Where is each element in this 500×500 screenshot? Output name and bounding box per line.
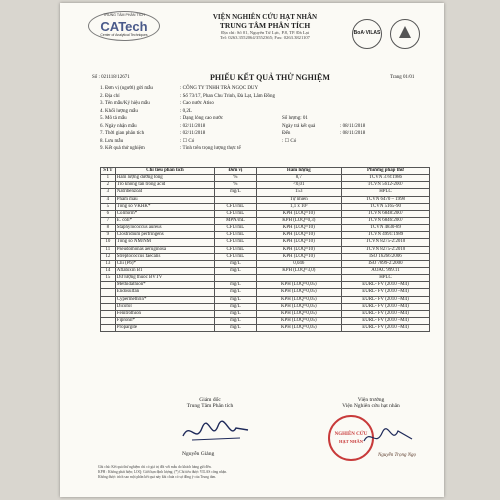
info-label: 1. Đơn vị (người) gửi mẫu bbox=[100, 86, 153, 91]
accreditation-logo bbox=[352, 19, 382, 49]
cell-parameter: Streptococcus faecalis bbox=[115, 253, 214, 260]
table-header-row bbox=[101, 168, 430, 175]
cell-parameter: Aflatoxin B1 bbox=[115, 267, 214, 274]
info-value: : Dạng lỏng cao nước bbox=[180, 116, 224, 121]
info-row bbox=[100, 93, 430, 101]
table-row bbox=[101, 267, 430, 274]
table-row bbox=[101, 260, 430, 267]
left-signature-icon bbox=[178, 416, 258, 446]
cell-method: TCVN 6470 – 1998 bbox=[341, 196, 429, 203]
cell-method: TCVN 4991:1989 bbox=[341, 232, 429, 239]
cell-unit: mg/L bbox=[215, 282, 256, 289]
cell-method: EURL- FV (2010 –M4) bbox=[341, 317, 429, 324]
info-row bbox=[100, 115, 430, 123]
col-header-method: Phương pháp thử bbox=[341, 168, 429, 175]
cell-parameter: Propargite bbox=[115, 325, 214, 332]
cell-method: AOAC 999.11 bbox=[341, 267, 429, 274]
cell-method: TCVN 6846:2007 bbox=[341, 217, 429, 224]
cell-unit: CFU/mL bbox=[215, 210, 256, 217]
right-signer-organization: Viện Nghiên cứu hạt nhân bbox=[342, 403, 400, 409]
footnote-line: Ghi chú: Kết quả thử nghiệm chỉ có giá trị đối với mẫu do khách hàng gửi đến. bbox=[98, 465, 212, 469]
cell-stt: 6 bbox=[101, 210, 116, 217]
cell-unit bbox=[215, 275, 256, 282]
cell-stt: 9 bbox=[101, 232, 116, 239]
cell-parameter: Endosulfan bbox=[115, 289, 214, 296]
letterhead bbox=[170, 13, 360, 40]
cell-parameter: Tổng số NM/NM bbox=[115, 239, 214, 246]
cell-method: EURL- FV (2010 –M4) bbox=[341, 325, 429, 332]
cell-stt bbox=[101, 282, 116, 289]
cell-unit: % bbox=[215, 175, 256, 182]
cell-method: TCVN 378:1986 bbox=[341, 175, 429, 182]
cell-result: 153 bbox=[256, 189, 341, 196]
cell-parameter: Dư lượng thuốc BVTV bbox=[115, 275, 214, 282]
stamp-text: HẠT NHÂN bbox=[338, 439, 364, 444]
col-header-stt: STT bbox=[101, 168, 116, 175]
cell-unit: MPN/mL bbox=[215, 217, 256, 224]
table-row bbox=[101, 225, 430, 232]
cell-stt: 12 bbox=[101, 253, 116, 260]
table-row bbox=[101, 289, 430, 296]
cell-result: KPH (LOQ=10) bbox=[256, 210, 341, 217]
cell-parameter: Chì (Pb)* bbox=[115, 260, 214, 267]
cell-stt: 3 bbox=[101, 189, 116, 196]
cell-parameter: Clostridium perfringens bbox=[115, 232, 214, 239]
cell-result: KPH (LOQ=0,05) bbox=[256, 303, 341, 310]
cell-method: TCVN 8275-2:2010 bbox=[341, 246, 429, 253]
cell-result: 8,7 bbox=[256, 175, 341, 182]
right-signature-icon bbox=[360, 423, 420, 451]
sample-info bbox=[100, 85, 430, 153]
cell-parameter: Methidathion* bbox=[115, 282, 214, 289]
cell-stt: 10 bbox=[101, 239, 116, 246]
cell-result: KPH (LOQ=0,05) bbox=[256, 317, 341, 324]
cell-method: TCVN 6848:2007 bbox=[341, 210, 429, 217]
info-value: : 02/11/2018 bbox=[180, 131, 206, 136]
table-row bbox=[101, 232, 430, 239]
right-signer-title: Viện trưởng bbox=[357, 397, 385, 403]
table-row bbox=[101, 203, 430, 210]
cell-parameter: Natribenzoat bbox=[115, 189, 214, 196]
info-row bbox=[100, 138, 430, 146]
info-row bbox=[100, 130, 430, 138]
cell-unit: CFU/mL bbox=[215, 246, 256, 253]
cell-parameter: Hàm lượng đường tổng bbox=[115, 175, 214, 182]
table-row bbox=[101, 175, 430, 182]
cell-result: KPH (LOQ=10) bbox=[256, 253, 341, 260]
cell-result bbox=[256, 275, 341, 282]
cell-result: 1,1 x 10² bbox=[256, 203, 341, 210]
info-label: 3. Tên mẫu/Ký hiệu mẫu bbox=[100, 101, 150, 106]
info-value: : Số 73/17, Phan Chu Trinh, Đà Lạt, Lâm Đồng bbox=[180, 93, 276, 99]
table-row bbox=[101, 310, 430, 317]
info-label: 9. Kết quả thử nghiệm bbox=[100, 146, 145, 151]
stamp-text: NGHIÊN CỨU bbox=[334, 432, 368, 437]
info-row bbox=[100, 145, 430, 153]
col-header-unit: Đơn vị bbox=[215, 168, 256, 175]
cell-method: EURL- FV (2010 –M4) bbox=[341, 289, 429, 296]
cell-result: KPH (LOQ=10) bbox=[256, 225, 341, 232]
cell-parameter: E. coli* bbox=[115, 217, 214, 224]
info-row bbox=[100, 123, 430, 131]
cell-stt: 4 bbox=[101, 196, 116, 203]
cell-method: ISO 7899-2:2000 bbox=[341, 260, 429, 267]
cell-unit bbox=[215, 196, 256, 203]
table-row bbox=[101, 210, 430, 217]
cell-unit: mg/L bbox=[215, 260, 256, 267]
cell-unit: mg/L bbox=[215, 289, 256, 296]
cell-stt bbox=[101, 310, 116, 317]
left-signer-name: Nguyễn Giảng bbox=[182, 451, 215, 457]
cell-unit: mg/L bbox=[215, 189, 256, 196]
cell-unit: CFU/mL bbox=[215, 232, 256, 239]
info-value: : Tính trên trọng lượng thực tế bbox=[180, 146, 241, 151]
accreditation-logo-text: BoA·VILAS bbox=[353, 30, 381, 36]
cell-unit: mg/L bbox=[215, 303, 256, 310]
info-label: 7. Thời gian phân tích bbox=[100, 131, 145, 136]
cell-stt: 5 bbox=[101, 203, 116, 210]
certification-logo bbox=[390, 19, 420, 49]
cell-method: EURL- FV (2010 –M4) bbox=[341, 310, 429, 317]
cell-parameter: Cypermethrin* bbox=[115, 296, 214, 303]
center-address: Địa chỉ: Số 01, Nguyên Tử Lực, P.8, TP. Đà Lạt bbox=[221, 30, 309, 35]
cell-method: TCVN 8275-2:2010 bbox=[341, 239, 429, 246]
cell-unit: mg/L bbox=[215, 325, 256, 332]
cell-method: TCVN 4830-89 bbox=[341, 225, 429, 232]
table-row bbox=[101, 246, 430, 253]
cell-method: HPLC bbox=[341, 275, 429, 282]
cell-method: EURL- FV (2010 –M4) bbox=[341, 296, 429, 303]
cell-unit: CFU/mL bbox=[215, 253, 256, 260]
col-header-result: Hàm lượng bbox=[256, 168, 341, 175]
info-label: 2. Địa chỉ bbox=[100, 93, 120, 99]
cell-unit: mg/L bbox=[215, 317, 256, 324]
cell-parameter: Fipronil* bbox=[115, 317, 214, 324]
cell-stt: 13 bbox=[101, 260, 116, 267]
cell-result: KPH (LOQ=10) bbox=[256, 232, 341, 239]
cell-result: Tự nhiên bbox=[256, 196, 341, 203]
table-row bbox=[101, 182, 430, 189]
table-row bbox=[101, 217, 430, 224]
cell-unit: mg/L bbox=[215, 310, 256, 317]
cell-stt bbox=[101, 296, 116, 303]
logo-main-text: CATech bbox=[100, 19, 148, 34]
footnotes bbox=[98, 465, 418, 480]
cell-result: KPH (LOQ=3,0) bbox=[256, 267, 341, 274]
cell-stt: 2 bbox=[101, 182, 116, 189]
table-row bbox=[101, 239, 430, 246]
document-number: Số : 021118/12671 bbox=[92, 75, 130, 80]
cell-parameter: Staphylococcus aureus bbox=[115, 225, 214, 232]
info-row bbox=[100, 108, 430, 116]
left-signature-block bbox=[170, 397, 250, 409]
cell-unit: mg/L bbox=[215, 296, 256, 303]
right-signature-block bbox=[326, 397, 416, 409]
info-value: : 0,2L bbox=[180, 108, 192, 114]
cell-parameter: Pseudomonas aeruginosa bbox=[115, 246, 214, 253]
table-row bbox=[101, 325, 430, 332]
cell-parameter: Phẩm màu bbox=[115, 196, 214, 203]
cell-stt bbox=[101, 289, 116, 296]
info-label: 4. Khối lượng mẫu bbox=[100, 108, 138, 114]
right-signer-name: Nguyễn Trọng Ngọ bbox=[378, 453, 417, 458]
results-table-wrapper bbox=[100, 167, 430, 332]
cell-method: HPLC bbox=[341, 189, 429, 196]
cell-parameter: Tổng số VKHK* bbox=[115, 203, 214, 210]
cell-result: KPH (LOQ=0,05) bbox=[256, 296, 341, 303]
info-label: 5. Mô tả mẫu bbox=[100, 116, 127, 121]
info-value: : Cao nước Atiso bbox=[180, 101, 214, 106]
cell-result: KPH (LOQ=0,05) bbox=[256, 325, 341, 332]
table-row bbox=[101, 303, 430, 310]
cell-result: <0,01 bbox=[256, 182, 341, 189]
cell-method: EURL- FV (2010 –M4) bbox=[341, 303, 429, 310]
cell-method: EURL- FV (2010 –M4) bbox=[341, 282, 429, 289]
cell-parameter: Tro không tan trong acid bbox=[115, 182, 214, 189]
left-signer-department: Trung Tâm Phân tích bbox=[186, 403, 234, 409]
cell-parameter: Dicofol bbox=[115, 303, 214, 310]
cell-stt: 1 bbox=[101, 175, 116, 182]
results-table bbox=[100, 167, 430, 332]
info-row bbox=[100, 100, 430, 108]
cell-result: KPH (LOQ=0,05) bbox=[256, 282, 341, 289]
cell-unit: CFU/mL bbox=[215, 203, 256, 210]
info-label-secondary: Số lượng: 01 bbox=[282, 116, 308, 121]
footnote-line: KPH : Không phát hiện; LOQ: Giới hạn định lượng; (*) Chỉ tiêu được VILAS công nhận. bbox=[98, 470, 228, 474]
info-value: : 02/11/2018 bbox=[180, 123, 206, 129]
cell-parameter: Coliform* bbox=[115, 210, 214, 217]
table-row bbox=[101, 296, 430, 303]
info-value: : CÔNG TY TNHH TRÀ NGỌC DUY bbox=[180, 86, 259, 91]
left-signer-title: Giám đốc bbox=[199, 397, 221, 403]
cell-stt: 14 bbox=[101, 267, 116, 274]
info-value-secondary: : 08/11/2018 bbox=[340, 123, 366, 129]
cell-unit: CFU/mL bbox=[215, 225, 256, 232]
table-row bbox=[101, 282, 430, 289]
cell-stt: 11 bbox=[101, 246, 116, 253]
page-number: Trang 01/01 bbox=[390, 75, 415, 80]
table-row bbox=[101, 253, 430, 260]
cell-result: KPH (LOQ=0,05) bbox=[256, 289, 341, 296]
cell-result: KPH (LOQ=0,05) bbox=[256, 310, 341, 317]
cell-method: TCVN 5612-2007 bbox=[341, 182, 429, 189]
info-row bbox=[100, 85, 430, 93]
logo-top-text: TRUNG TÂM PHÂN TÍCH bbox=[103, 13, 145, 17]
cell-unit: mg/L bbox=[215, 267, 256, 274]
info-label-secondary: : ☐ Có bbox=[282, 138, 297, 144]
triangle-icon bbox=[399, 26, 411, 38]
results-table-body bbox=[101, 175, 430, 332]
cell-stt: 15 bbox=[101, 275, 116, 282]
cell-unit: % bbox=[215, 182, 256, 189]
cell-stt bbox=[101, 317, 116, 324]
institute-name: VIỆN NGHIÊN CỨU HẠT NHÂN bbox=[212, 13, 318, 21]
cell-result: 0,046 bbox=[256, 260, 341, 267]
cell-stt bbox=[101, 325, 116, 332]
center-name: TRUNG TÂM PHÂN TÍCH bbox=[219, 21, 311, 30]
cell-unit: CFU/mL bbox=[215, 239, 256, 246]
table-row bbox=[101, 189, 430, 196]
info-label: 6. Ngày nhận mẫu bbox=[100, 123, 137, 129]
info-label: 8. Lưu mẫu bbox=[100, 138, 124, 144]
col-header-parameter: Chỉ tiêu phân tích bbox=[115, 168, 214, 175]
cell-result: KPH (LOQ=10) bbox=[256, 246, 341, 253]
report-title: PHIẾU KẾT QUẢ THỬ NGHIỆM bbox=[210, 73, 330, 82]
footnote-line: Không được trích sao một phần kết quả này khi chưa có sự đồng ý của Trung tâm. bbox=[98, 475, 217, 479]
info-value-secondary: : 08/11/2018 bbox=[340, 131, 366, 136]
cell-stt bbox=[101, 303, 116, 310]
cell-method: TCVN 5165-90 bbox=[341, 203, 429, 210]
table-row bbox=[101, 317, 430, 324]
catech-logo bbox=[88, 11, 160, 41]
logo-bottom-text: Center of Analytical Techniques bbox=[100, 33, 148, 37]
cell-result: KPH (LOQ=10) bbox=[256, 239, 341, 246]
table-row bbox=[101, 196, 430, 203]
cell-result: KPH (LOQ=0,3) bbox=[256, 217, 341, 224]
center-phone: Tel: 0263.3552064/3552365; Fax: 0263.3821107 bbox=[220, 35, 310, 40]
info-label-secondary: Đến bbox=[282, 131, 291, 136]
cell-method: ISO 16266:2006 bbox=[341, 253, 429, 260]
cell-stt: 7 bbox=[101, 217, 116, 224]
table-row bbox=[101, 275, 430, 282]
info-value: : ☐ Có bbox=[180, 138, 195, 144]
cell-parameter: Fenitrothion bbox=[115, 310, 214, 317]
cell-stt: 8 bbox=[101, 225, 116, 232]
info-label-secondary: Ngày trả kết quả bbox=[282, 123, 316, 129]
test-report-document bbox=[60, 3, 444, 497]
